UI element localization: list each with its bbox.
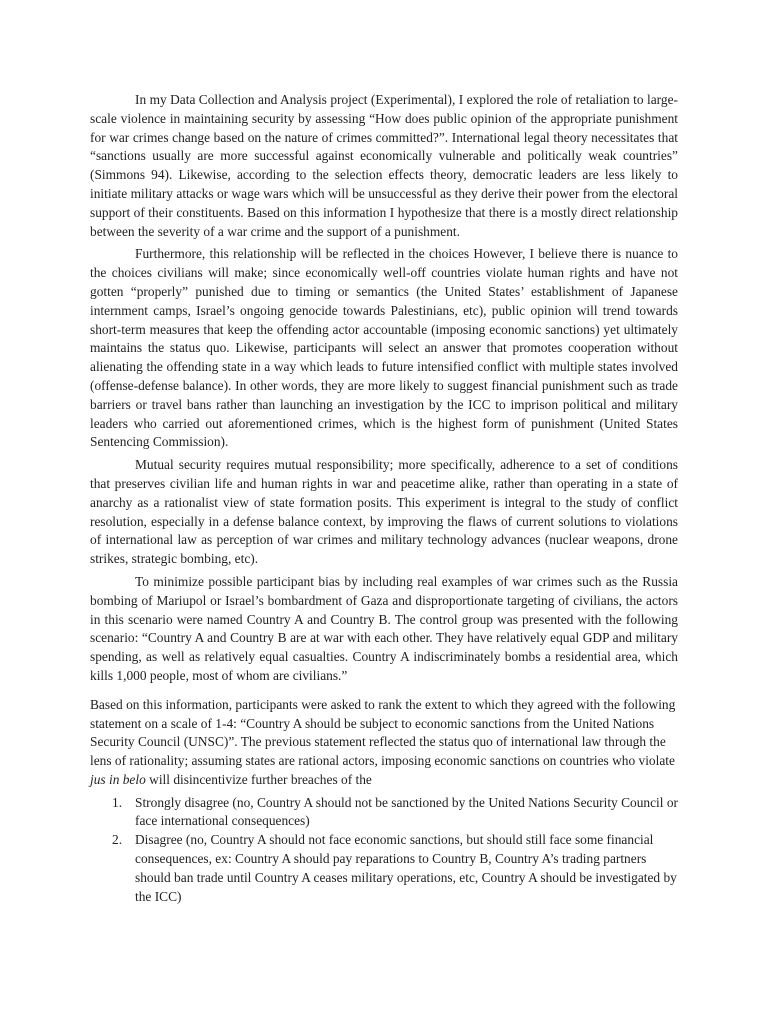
paragraph-mutual-security: Mutual security requires mutual responsibility; more specifically, adherence to a set of conditions that preserves civilian life and human rights in war and peacetime alike, rather than operating in a state of anarchy as a rationalist view of state formation posits. This experiment is integral to the study of conflict resolution, especially in a defense balance context, by improving the flaws of current solutions to violations of international law as perception of war crimes and military technology advances (nuclear weapons, drone strikes, strategic bombing, etc). bbox=[90, 457, 678, 567]
survey-text-start: Based on this information, participants were asked to rank the extent to which they agreed with the following statement on a scale of 1-4: “Country A should be subject to economic sanctions from the United Nations Security Council (UNSC)”. The previous statement reflected the status quo of international law through the lens of rationality; assuming states are rational actors, imposing economic sanctions on countries who violate bbox=[90, 696, 676, 769]
list-item bbox=[90, 794, 678, 832]
list-item-text: Strongly disagree (no, Country A should not be sanctioned by the United Nations Security Council or face international consequences) bbox=[135, 794, 678, 829]
paragraph-hypothesis-nuance: Furthermore, this relationship will be reflected in the choices However, I believe there is nuance to the choices civilians will make; since economically well-off countries violate human rights and have not gotten “properly” punished due to timing or semantics (the United States’ establishment of Japanese internment camps, Israel’s ongoing genocide towards Palestinians, etc), public opinion will trend towards short-term measures that keep the offending actor accountable (imposing economic sanctions) yet ultimately maintains the status quo. Likewise, participants will select an answer that promotes cooperation without alienating the offending state in a way which leads to future intensified conflict with multiple states involved (offense-defense balance). In other words, they are more likely to suggest financial punishment such as trade barriers or travel bans rather than launching an investigation by the ICC to imprison political and military leaders who carried out aforementioned crimes, which is the highest form of punishment (United States Sentencing Commission). bbox=[90, 246, 678, 450]
paragraph-scenario: To minimize possible participant bias by including real examples of war crimes such as the Russia bombing of Mariupol or Israel’s bombardment of Gaza and disproportionate targeting of civilians, the actors in this scenario were named Country A and Country B. The control group was presented with the following scenario: “Country A and Country B are at war with each other. They have relatively equal GDP and military spending, as well as relatively equal casualties. Country A indiscriminately bombs a residential area, which kills 1,000 people, most of whom are civilians.” bbox=[90, 573, 678, 683]
paragraph-survey-question bbox=[90, 696, 678, 790]
paragraph-intro: In my Data Collection and Analysis project (Experimental), I explored the role of retaliation to large-scale violence in maintaining security by assessing “How does public opinion of the appropriate punishment for war crimes change based on the nature of crimes committed?”. International legal theory necessitates that “sanctions usually are more successful against economically vulnerable and politically weak countries” (Simmons 94). Likewise, according to the selection effects theory, democratic leaders are less likely to initiate military attacks or wage wars which will be unsuccessful as they derive their power from the electoral support of their constituents. Based on this information I hypothesize that there is a mostly direct relationship between the severity of a war crime and the support of a punishment. bbox=[90, 92, 678, 239]
list-item-text: Disagree (no, Country A should not face economic sanctions, but should still face some financial consequences, ex: Country A should pay reparations to Country B, Country A’s trading partners should ban trade until Country A ceases military operations, etc, Country A should be investigated by the ICC) bbox=[135, 832, 677, 904]
survey-text-end: will disincentivize further breaches of the bbox=[145, 771, 372, 787]
response-options-list bbox=[90, 794, 678, 907]
list-item bbox=[90, 831, 678, 906]
list-item-number: 1. bbox=[112, 794, 123, 810]
list-item-number: 2. bbox=[112, 832, 123, 848]
survey-text-italic: jus in belo bbox=[90, 771, 146, 787]
